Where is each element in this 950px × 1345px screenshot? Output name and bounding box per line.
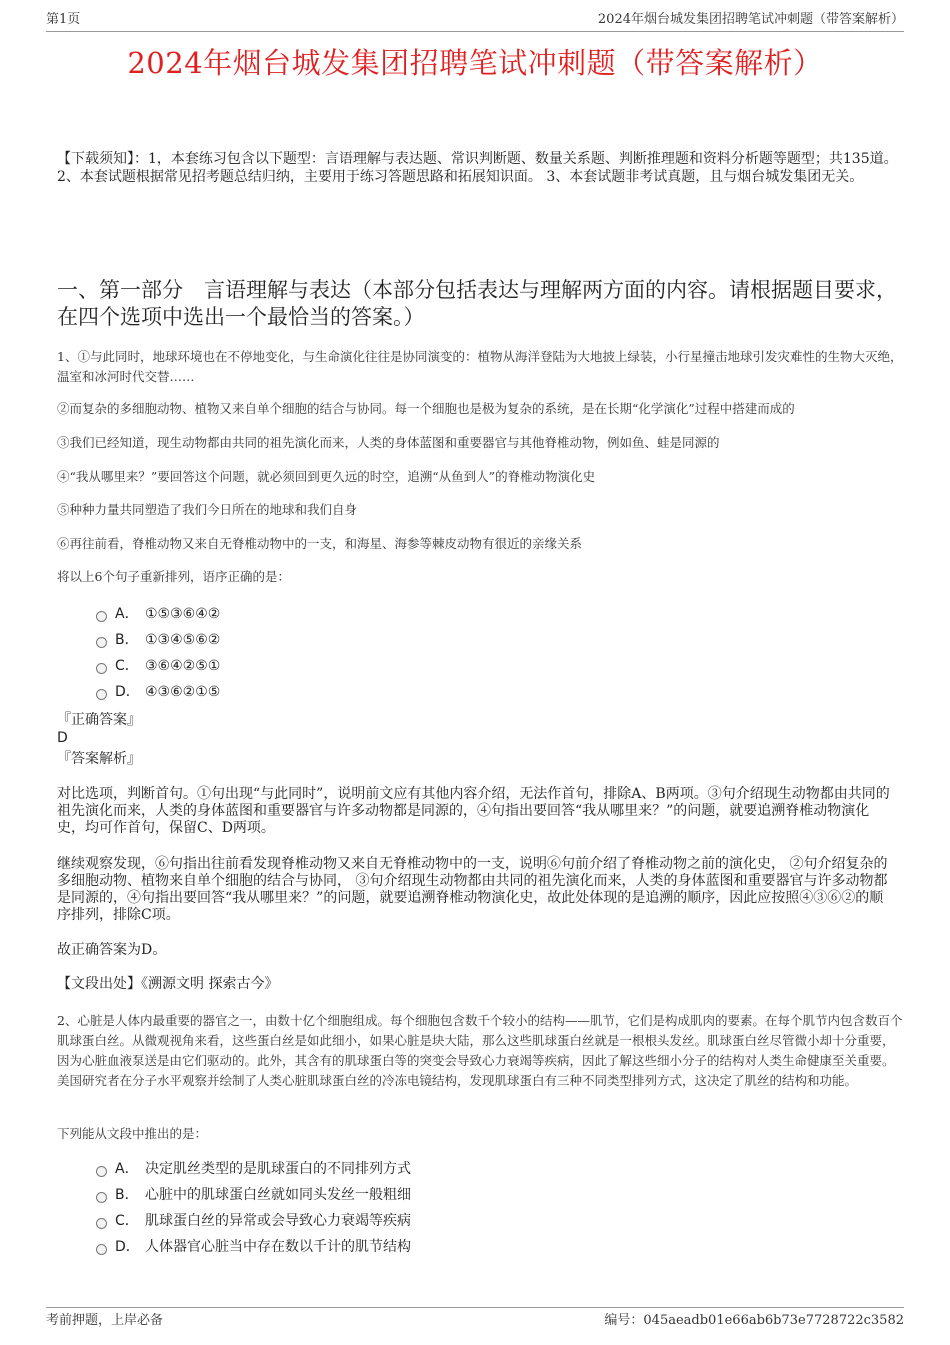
q1-option-d[interactable]: [96, 683, 220, 701]
q2-prompt: 下列能从文段中推出的是：: [57, 1126, 208, 1141]
q1-sentence-5: ⑤种种力量共同塑造了我们今日所在的地球和我们自身: [57, 502, 358, 517]
option-key: D．: [115, 1239, 140, 1255]
q1-option-a[interactable]: [96, 605, 220, 623]
q1-sentence-3: ③我们已经知道，现生动物都由共同的祖先演化而来，人类的身体蓝图和重要器官与其他脊椎动物，例如鱼、蛙是同源的: [57, 435, 720, 450]
option-key: C．: [115, 1213, 139, 1229]
radio-icon[interactable]: [96, 637, 107, 648]
q1-option-b[interactable]: [96, 631, 220, 649]
option-key: A．: [115, 1161, 139, 1177]
header-doc-title: 2024年烟台城发集团招聘笔试冲刺题（带答案解析）: [597, 12, 904, 27]
option-text: ③⑥④②⑤①: [145, 658, 221, 674]
option-text: 决定肌丝类型的是肌球蛋白的不同排列方式: [145, 1161, 411, 1177]
q2-option-d[interactable]: [96, 1238, 411, 1256]
analysis-paragraph-1: 对比选项，判断首句。①句出现“与此同时”，说明前文应有其他内容介绍，无法作首句，排除A、B两项。③句介绍现生动物都由共同的祖先演化而来，人类的身体蓝图和重要器官与许多动物都是同源的，④句指出要回答“我从哪里来？”的问题，就要追溯脊椎动物演化史，均可作首句，保留C、D两项。: [57, 786, 890, 836]
answer-label: 『正确答案』: [57, 712, 141, 728]
option-text: 肌球蛋白丝的异常或会导致心力衰竭等疾病: [145, 1213, 411, 1229]
q1-sentence-1: 1、①与此同时，地球环境也在不停地变化，与生命演化往往是协同演变的：植物从海洋登陆为大地披上绿装，小行星撞击地球引发灾难性的生物大灭绝，温室和冰河时代交替……: [57, 349, 903, 384]
q1-option-c[interactable]: [96, 657, 220, 675]
header-divider: [46, 31, 904, 32]
correct-answer: D: [57, 730, 68, 746]
q2-passage: 2、心脏是人体内最重要的器官之一，由数十亿个细胞组成。每个细胞包含数千个较小的结构——肌节，它们是构成肌肉的要素。在每个肌节内包含数百个肌球蛋白丝。从微观视角来看，这些蛋白丝是如此细小，如果心脏是块大陆，那么这些肌球蛋白丝就是一根根头发丝。肌球蛋白丝尽管微小却十分重要，因为心脏血液泵送是由它们驱动的。此外，其含有的肌球蛋白等的突变会导致心力衰竭等疾病，因此了解这些细小分子的结构对人类生命健康至关重要。美国研究者在分子水平观察并绘制了人类心脏肌球蛋白丝的冷冻电镜结构，发现肌球蛋白有三种不同类型排列方式，这决定了肌丝的结构和功能。: [57, 1013, 903, 1088]
q2-option-b[interactable]: [96, 1186, 411, 1204]
option-text: ①③④⑤⑥②: [145, 632, 221, 648]
source-citation: 【文段出处】《溯源文明 探索古今》: [57, 976, 279, 992]
footer-slogan: 考前押题，上岸必备: [46, 1313, 164, 1328]
option-key: A．: [115, 606, 139, 622]
radio-icon[interactable]: [96, 1166, 107, 1177]
footer-divider: [46, 1307, 904, 1308]
q1-prompt: 将以上6个句子重新排列，语序正确的是：: [57, 569, 290, 584]
option-key: D．: [115, 684, 140, 700]
radio-icon[interactable]: [96, 689, 107, 700]
section-heading: 一、第一部分 言语理解与表达（本部分包括表达与理解两方面的内容。请根据题目要求，在四个选项中选出一个最恰当的答案。）: [57, 278, 897, 329]
analysis-conclusion: 故正确答案为D。: [57, 942, 167, 958]
document-code: 编号：045aeadb01e66ab6b73e7728722c3582: [604, 1313, 904, 1328]
radio-icon[interactable]: [96, 611, 107, 622]
radio-icon[interactable]: [96, 1244, 107, 1255]
q2-option-c[interactable]: [96, 1212, 411, 1230]
download-notice: 【下载须知】：1，本套练习包含以下题型：言语理解与表达题、常识判断题、数量关系题、判断推理题和资料分析题等题型；共135道。 2、本套试题根据常见招考题总结归纳，主要用于练习答题思路和拓展知识面。 3、本套试题非考试真题，且与烟台城发集团无关。: [57, 151, 898, 185]
q1-sentence-6: ⑥再往前看，脊椎动物又来自无脊椎动物中的一支，和海星、海参等棘皮动物有很近的亲缘关系: [57, 536, 583, 551]
radio-icon[interactable]: [96, 1218, 107, 1229]
option-text: ①⑤③⑥④②: [145, 606, 221, 622]
option-key: C．: [115, 658, 139, 674]
option-text: ④③⑥②①⑤: [145, 684, 221, 700]
q1-sentence-4: ④“我从哪里来？”要回答这个问题，就必须回到更久远的时空，追溯“从鱼到人”的脊椎动物演化史: [57, 469, 596, 484]
option-key: B．: [115, 1187, 139, 1203]
page-title: 2024年烟台城发集团招聘笔试冲刺题（带答案解析）: [127, 46, 823, 80]
page-number: 第1页: [46, 12, 81, 27]
analysis-label: 『答案解析』: [57, 751, 141, 767]
radio-icon[interactable]: [96, 1192, 107, 1203]
q1-sentence-2: ②而复杂的多细胞动物、植物又来自单个细胞的结合与协同。每一个细胞也是极为复杂的系统，是在长期“化学演化”过程中搭建而成的: [57, 401, 795, 416]
option-key: B．: [115, 632, 139, 648]
analysis-paragraph-2: 继续观察发现，⑥句指出往前看发现脊椎动物又来自无脊椎动物中的一支，说明⑥句前介绍了脊椎动物之前的演化史， ②句介绍复杂的多细胞动物、植物来自单个细胞的结合与协同， ③句介绍现生动物都由共同的祖先演化而来，人类的身体蓝图和重要器官与许多动物都是同源的，④句指出要回答“我从哪里来？”的问题，就要追溯脊椎动物演化史，故此处体现的是追溯的顺序，因此应按照④③⑥②的顺序排列，排除C项。: [57, 856, 888, 923]
radio-icon[interactable]: [96, 663, 107, 674]
option-text: 心脏中的肌球蛋白丝就如同头发丝一般粗细: [145, 1187, 411, 1203]
option-text: 人体器官心脏当中存在数以千计的肌节结构: [145, 1239, 411, 1255]
q2-option-a[interactable]: [96, 1160, 411, 1178]
